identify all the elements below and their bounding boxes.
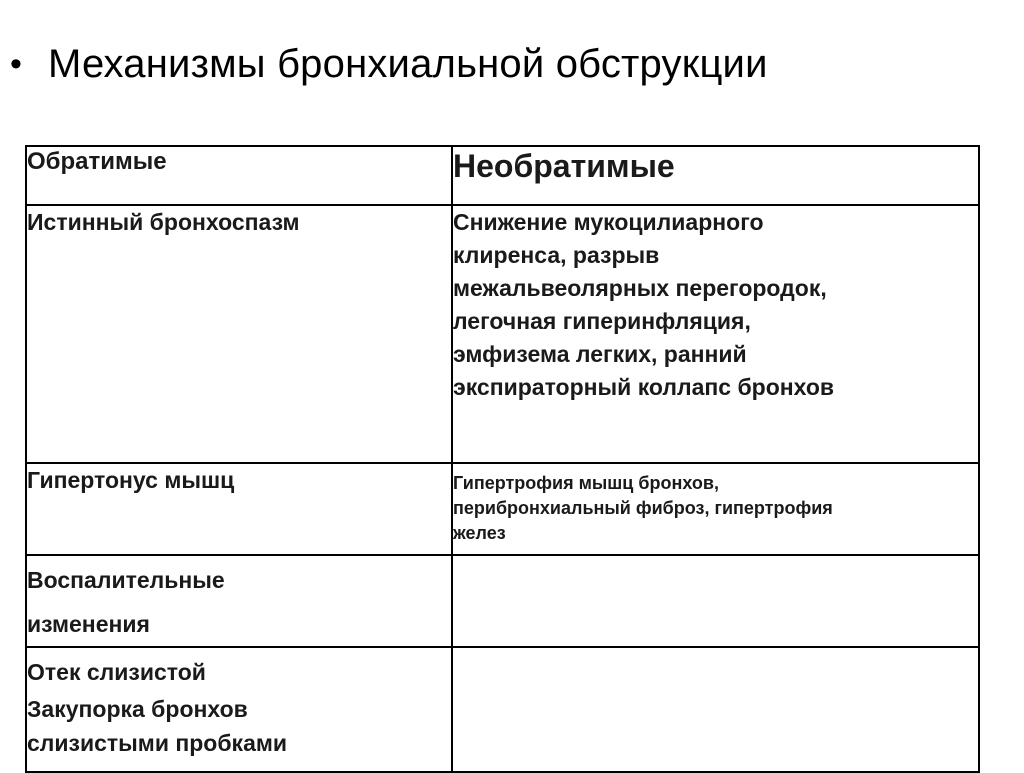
cell-line: Гипертрофия мышц бронхов, (453, 473, 719, 493)
cell-line: экспираторный коллапс бронхов (453, 374, 835, 400)
cell-irreversible (452, 463, 979, 555)
cell-line: Гипертонус мышц (27, 467, 235, 493)
cell-line: Снижение мукоцилиарного (453, 209, 764, 235)
cell-irreversible-empty (452, 647, 979, 772)
cell-reversible (26, 463, 452, 555)
cell-line: слизистыми пробками (27, 730, 288, 756)
cell-irreversible-empty (452, 555, 979, 647)
cell-line: Закупорка бронхов (27, 696, 248, 722)
cell-irreversible (452, 205, 979, 463)
cell-line: эмфизема легких, ранний (453, 341, 747, 367)
cell-line: Отек слизистой (27, 659, 206, 685)
cell-line: Воспалительные (27, 567, 225, 593)
table-header-row (26, 146, 979, 205)
cell-line: Истинный бронхоспазм (27, 209, 300, 235)
cell-line: межальвеолярных перегородок, (453, 275, 827, 301)
cell-reversible (26, 647, 452, 772)
cell-line: желез (453, 523, 506, 543)
cell-reversible (26, 205, 452, 463)
header-irreversible: Необратимые (452, 146, 979, 205)
table-row (26, 463, 979, 555)
table-row (26, 555, 979, 647)
cell-reversible (26, 555, 452, 647)
cell-line: перибронхиальный фиброз, гипертрофия (453, 498, 833, 518)
header-reversible: Обратимые (26, 146, 452, 205)
slide-title-row (10, 38, 768, 90)
slide-title: Механизмы бронхиальной обструкции (48, 41, 768, 86)
table-row (26, 205, 979, 463)
cell-line: клиренса, разрыв (453, 242, 660, 268)
mechanisms-table (25, 145, 980, 773)
table-row (26, 647, 979, 772)
cell-line: легочная гиперинфляция, (453, 308, 751, 334)
bullet-icon: • (10, 44, 22, 83)
cell-line: изменения (27, 611, 150, 637)
